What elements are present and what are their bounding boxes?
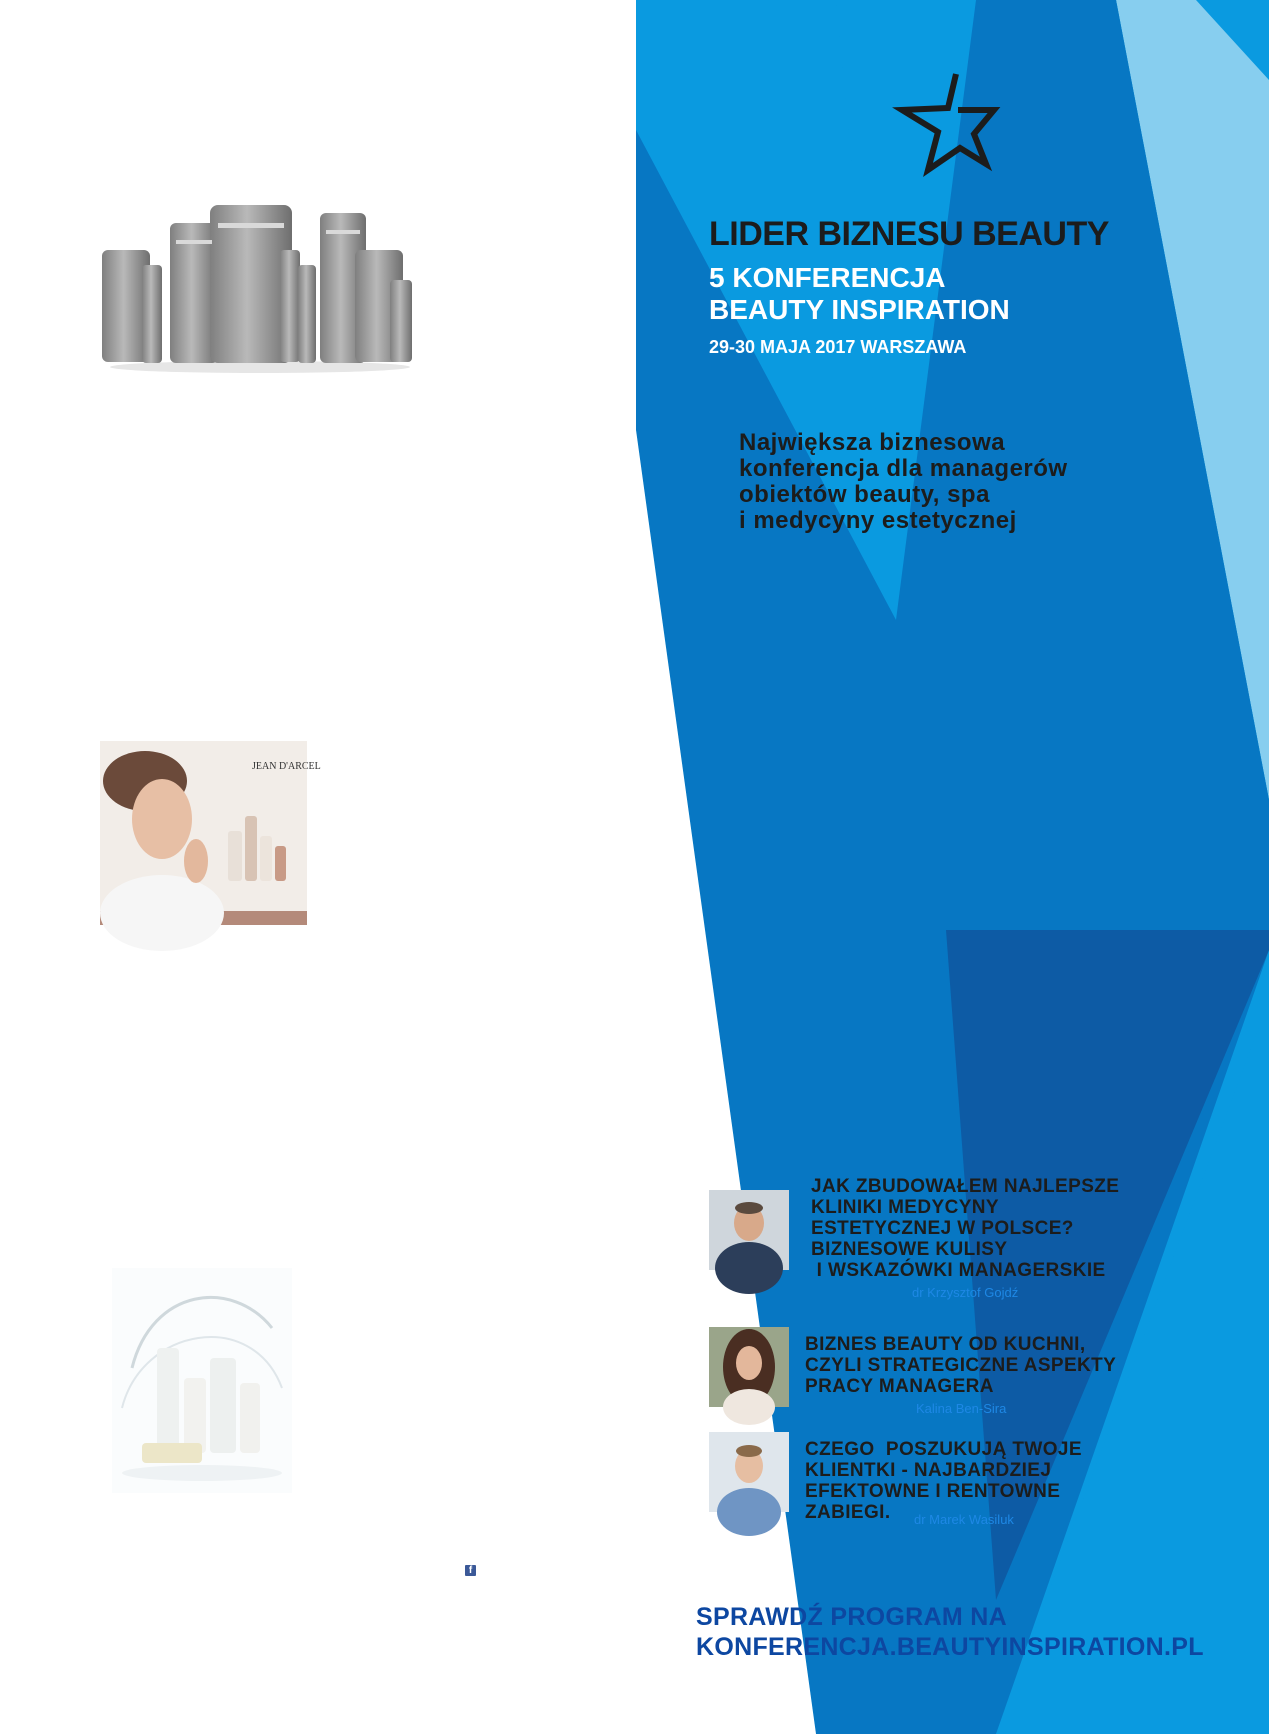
- svg-text:JEAN D'ARCEL: JEAN D'ARCEL: [252, 761, 321, 772]
- talk-line: PRACY MANAGERA: [805, 1376, 994, 1397]
- speaker-talk-title: [805, 1334, 1116, 1397]
- subtitle-line: BEAUTY INSPIRATION: [709, 294, 1010, 325]
- talk-line: BIZNESOWE KULISY: [811, 1239, 1008, 1260]
- tagline-line: konferencja dla managerów: [739, 455, 1068, 482]
- talk-line: CZYLI STRATEGICZNE ASPEKTY: [805, 1355, 1117, 1376]
- product-tubes-image: [100, 195, 420, 375]
- talk-line: KLINIKI MEDYCYNY: [811, 1197, 999, 1218]
- talk-line: I WSKAZÓWKI MANAGERSKIE: [811, 1260, 1106, 1281]
- talk-line: ZABIEGI.: [805, 1502, 891, 1523]
- cta-line: SPRAWDŹ PROGRAM NA: [696, 1603, 1007, 1631]
- tagline-line: i medycyny estetycznej: [739, 507, 1017, 534]
- speaker-talk-title: [805, 1439, 1082, 1523]
- cta-program-link[interactable]: [696, 1602, 1204, 1662]
- subtitle-line: 5 KONFERENCJA: [709, 262, 946, 293]
- splash-products-image: [112, 1268, 292, 1493]
- tagline-line: obiektów beauty, spa: [739, 481, 990, 508]
- talk-line: KLIENTKI - NAJBARDZIEJ: [805, 1460, 1052, 1481]
- speaker-avatar: [709, 1432, 789, 1512]
- talk-line: ESTETYCZNEJ W POLSCE?: [811, 1218, 1074, 1239]
- cta-line: KONFERENCJA.BEAUTYINSPIRATION.PL: [696, 1633, 1204, 1661]
- tagline-line: Największa biznesowa: [739, 429, 1006, 456]
- speaker-name: dr Krzysztof Gojdź: [912, 1285, 1019, 1300]
- talk-line: EFEKTOWNE I RENTOWNE: [805, 1481, 1061, 1502]
- facebook-icon[interactable]: f: [465, 1565, 476, 1576]
- talk-line: BIZNES BEAUTY OD KUCHNI,: [805, 1334, 1086, 1355]
- talk-line: JAK ZBUDOWAŁEM NAJLEPSZE: [811, 1176, 1120, 1197]
- speaker-avatar: [709, 1190, 789, 1270]
- woman-portrait-image: [100, 741, 321, 948]
- conference-ad: [636, 0, 1269, 1734]
- speaker-avatar: [709, 1327, 789, 1407]
- ad-date: 29-30 MAJA 2017 WARSZAWA: [709, 337, 967, 357]
- star-logo-icon: [898, 72, 998, 172]
- ad-tagline: [739, 430, 1068, 534]
- ad-subtitle: [709, 262, 1010, 326]
- talk-line: CZEGO POSZUKUJĄ TWOJE: [805, 1439, 1082, 1460]
- ad-title: LIDER BIZNESU BEAUTY: [709, 215, 1109, 253]
- speaker-talk-title: [811, 1176, 1119, 1281]
- speaker-name: dr Marek Wasiluk: [914, 1512, 1014, 1527]
- speaker-name: Kalina Ben-Sira: [916, 1401, 1007, 1416]
